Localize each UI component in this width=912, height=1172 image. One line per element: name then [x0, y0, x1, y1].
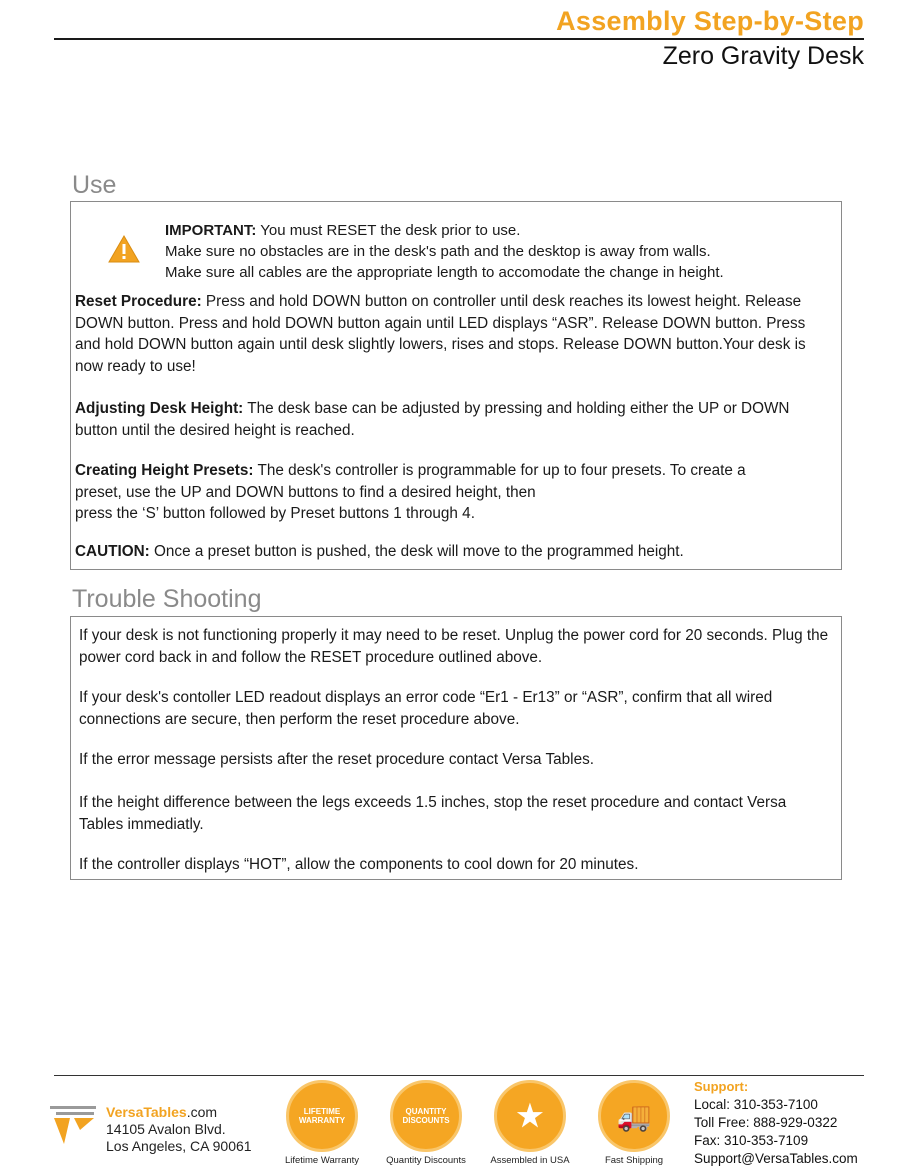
troubleshooting-item: If your desk's contoller LED readout displays an error code “Er1 - Er13” or “ASR”, confirm that all wired connections are secure, then perform the reset procedure above. — [79, 689, 773, 728]
troubleshooting-item: If the error message persists after the reset procedure contact Versa Tables. — [79, 751, 594, 768]
badge-label: Fast Shipping — [604, 1155, 664, 1166]
address-line2: Los Angeles, CA 90061 — [106, 1138, 252, 1154]
use-section-box — [70, 201, 842, 570]
page-subtitle: Zero Gravity Desk — [662, 42, 864, 70]
support-email[interactable]: Support@VersaTables.com — [694, 1151, 858, 1166]
troubleshooting-item: If the height difference between the legs exceeds 1.5 inches, stop the reset procedure and contact Versa Tables immediatly. — [79, 794, 787, 833]
support-local: Local: 310-353-7100 — [694, 1097, 818, 1112]
brand-suffix: .com — [186, 1104, 218, 1120]
fast-shipping-badge-icon: 🚚 — [598, 1080, 670, 1152]
header-divider — [54, 38, 864, 40]
address-line1: 14105 Avalon Blvd. — [106, 1121, 226, 1137]
caution-note — [75, 541, 833, 563]
troubleshooting-item: If your desk is not functioning properly it may need to be reset. Unplug the power cord for 20 seconds. Plug the power cord back in and follow the RESET procedure outlined above. — [79, 627, 829, 666]
reset-text: Press and hold DOWN button on controller until desk reaches its lowest height. Release DOWN button. Press and hold DOWN button again until LED displays “ASR”. Release DOWN button. Press and hold DOWN button again until desk slightly lowers, rises and stops. Release DOWN button.Your desk is now ready to use! — [75, 293, 806, 375]
creating-presets — [75, 460, 833, 525]
important-line2: Make sure no obstacles are in the desk's path and the desktop is away from walls. — [165, 243, 711, 260]
important-label: IMPORTANT: — [165, 222, 257, 239]
caution-label: CAUTION: — [75, 543, 150, 560]
use-section-title: Use — [72, 171, 117, 199]
support-fax: Fax: 310-353-7109 — [694, 1133, 809, 1148]
reset-label: Reset Procedure: — [75, 293, 202, 310]
presets-text3: press the ‘S’ button followed by Preset buttons 1 through 4. — [75, 505, 475, 522]
warning-icon — [107, 234, 141, 264]
troubleshooting-item: If the controller displays “HOT”, allow the components to cool down for 20 minutes. — [79, 856, 639, 873]
adjusting-height — [75, 398, 833, 441]
support-title: Support: — [694, 1079, 749, 1094]
adjust-text: The desk base can be adjusted by pressing and holding either the UP or DOWN button until the desired height is reached. — [75, 400, 790, 439]
quantity-discounts-badge-icon: QUANTITY DISCOUNTS — [390, 1080, 462, 1152]
badge-label: Lifetime Warranty — [284, 1155, 360, 1166]
support-tollfree: Toll Free: 888-929-0322 — [694, 1115, 838, 1130]
presets-text1: The desk's controller is programmable for up to four presets. To create a — [253, 462, 746, 479]
caution-text: Once a preset button is pushed, the desk will move to the programmed height. — [149, 543, 684, 560]
brand-block — [106, 1104, 252, 1155]
troubleshooting-box — [70, 616, 842, 880]
badge-label: Assembled in USA — [490, 1155, 570, 1166]
versatables-logo-icon — [50, 1106, 100, 1150]
presets-text2: preset, use the UP and DOWN buttons to find a desired height, then — [75, 483, 536, 501]
presets-label: Creating Height Presets: — [75, 462, 254, 479]
assembled-usa-badge-icon: ★ — [494, 1080, 566, 1152]
footer-divider — [54, 1075, 864, 1076]
important-line3: Make sure all cables are the appropriate length to accomodate the change in height. — [165, 264, 724, 281]
reset-procedure — [75, 291, 833, 377]
lifetime-warranty-badge-icon: LIFETIME WARRANTY — [286, 1080, 358, 1152]
page-title: Assembly Step-by-Step — [556, 6, 864, 36]
important-line1: You must RESET the desk prior to use. — [256, 222, 521, 239]
badge-label: Quantity Discounts — [386, 1155, 466, 1166]
troubleshooting-section-title: Trouble Shooting — [72, 585, 262, 613]
support-contact — [694, 1078, 858, 1168]
important-notice — [165, 220, 724, 283]
adjust-label: Adjusting Desk Height: — [75, 400, 244, 417]
brand-name: VersaTables — [106, 1104, 187, 1120]
